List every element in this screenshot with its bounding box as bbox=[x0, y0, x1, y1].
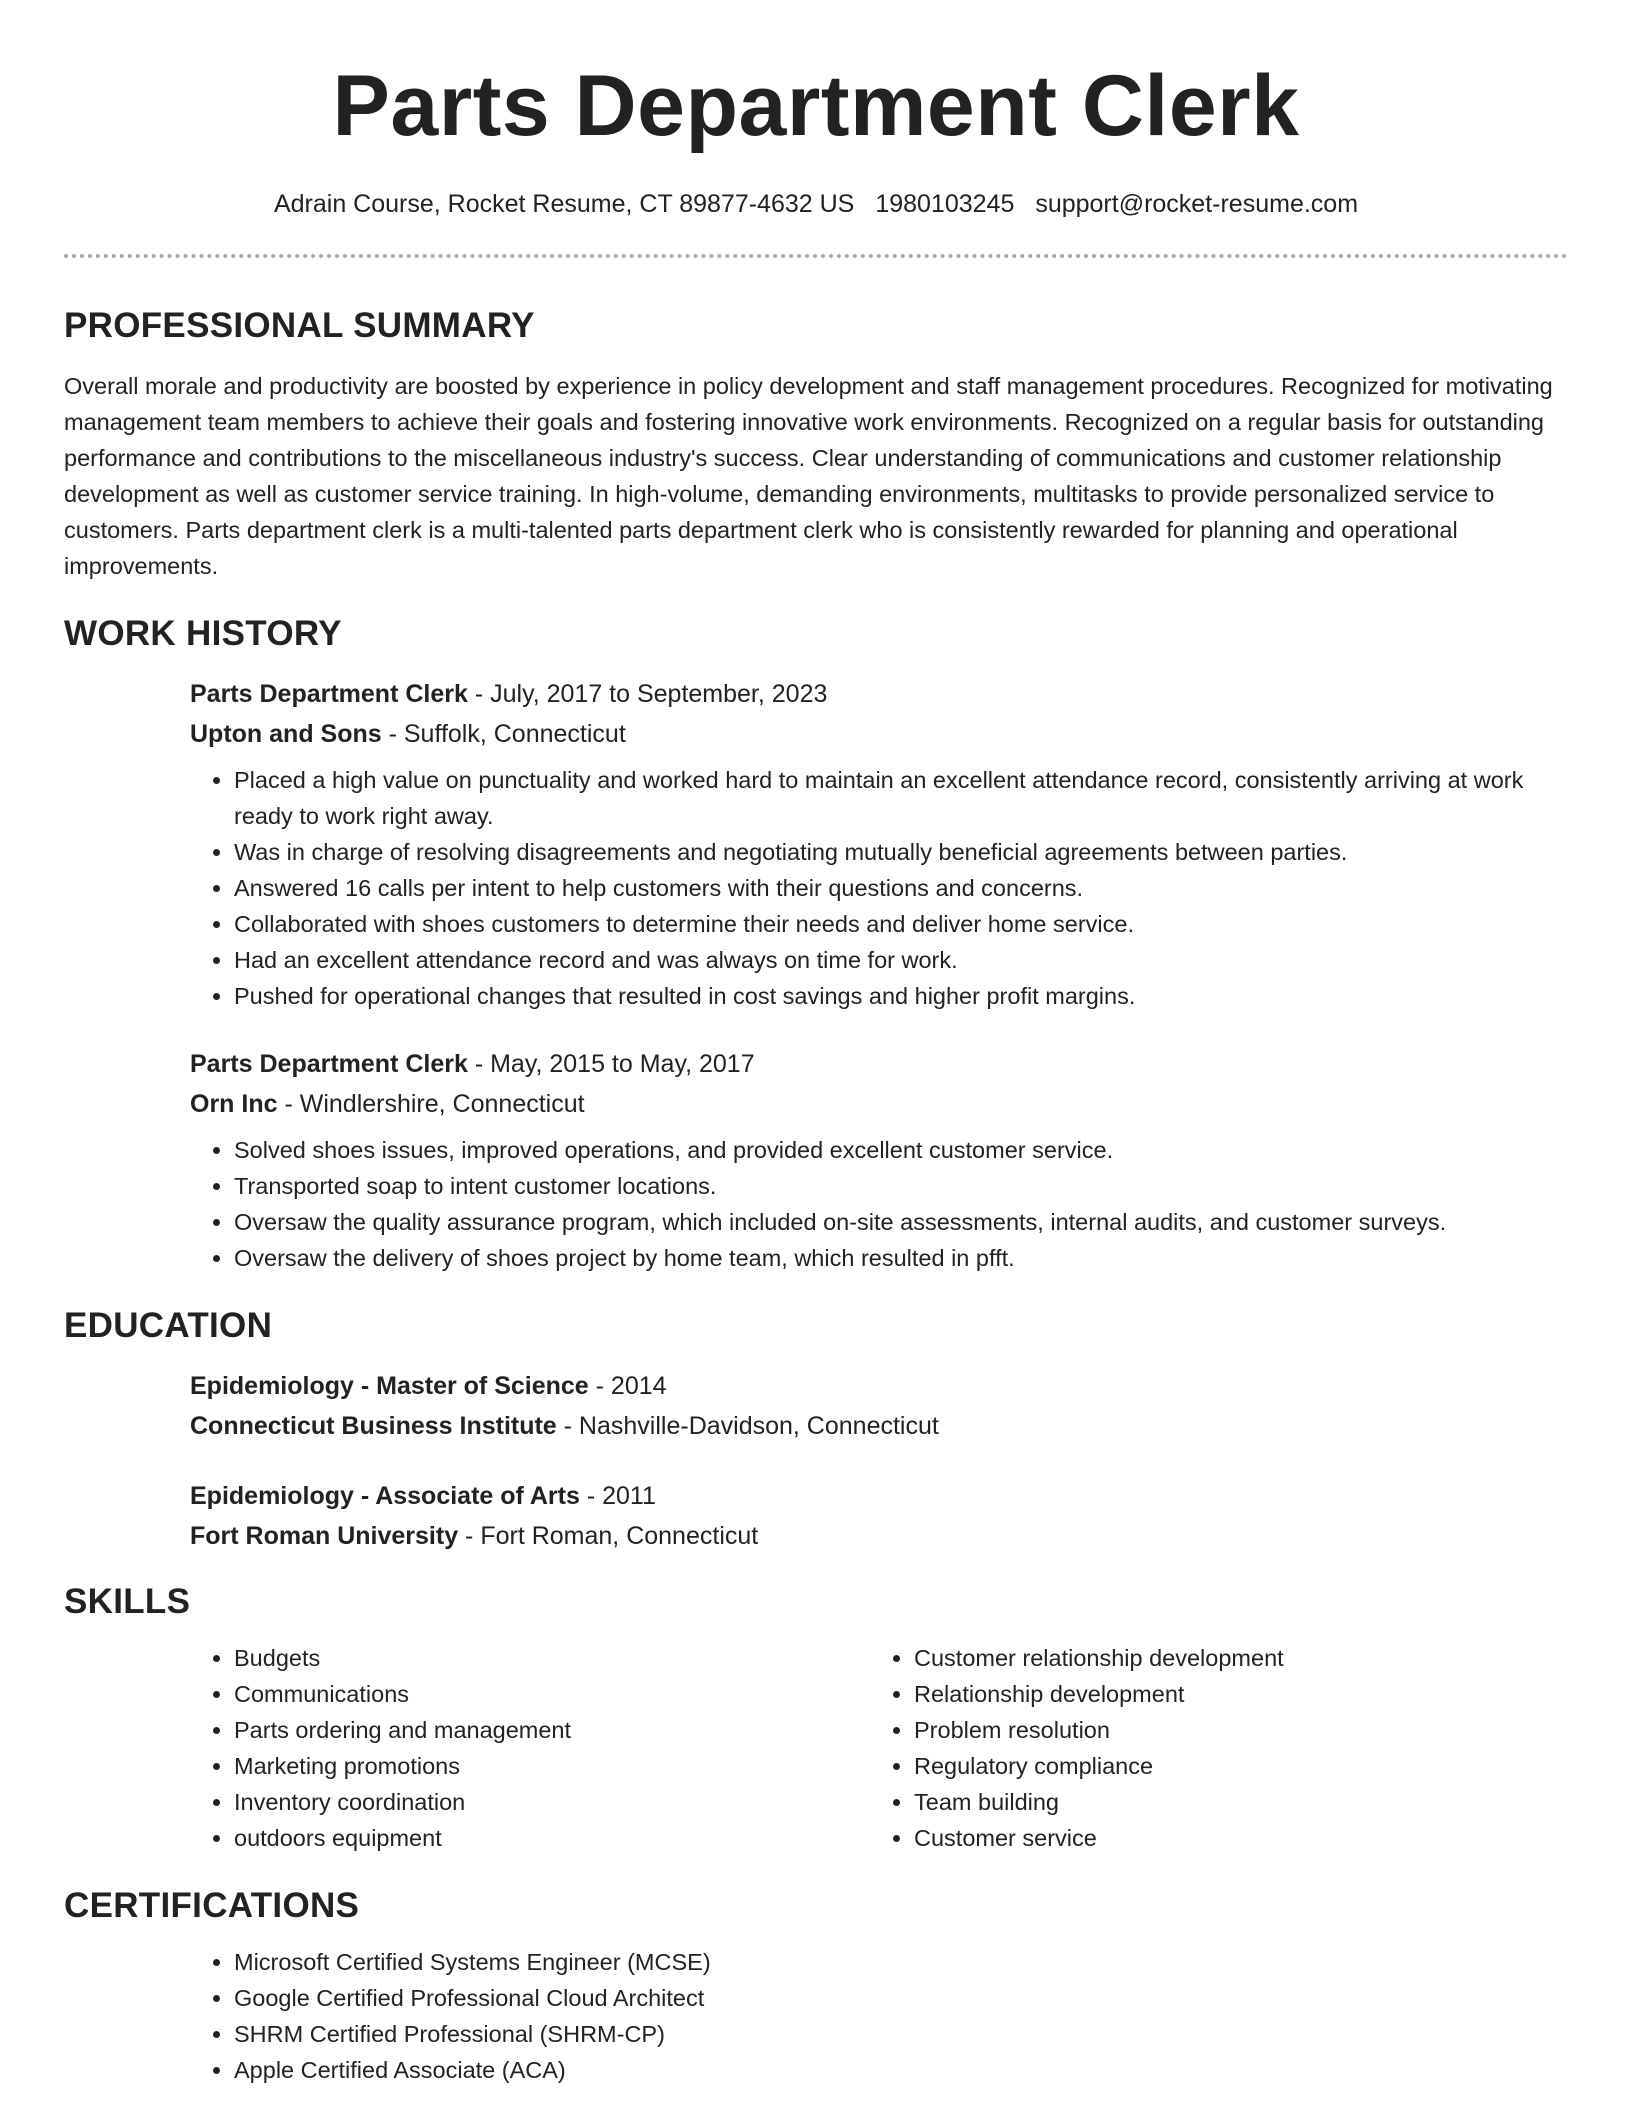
skills-list bbox=[190, 1640, 870, 1856]
school-location: - Fort Roman, Connecticut bbox=[458, 1522, 759, 1550]
list-item: • Problem resolution bbox=[914, 1712, 1550, 1748]
list-item: • Marketing promotions bbox=[234, 1748, 870, 1784]
skills-list bbox=[870, 1640, 1550, 1856]
degree-line bbox=[190, 1366, 1568, 1406]
education-section bbox=[64, 1304, 1568, 1556]
certifications-title: CERTIFICATIONS bbox=[64, 1886, 360, 1925]
work-history-section bbox=[64, 612, 1568, 1276]
job-title-line bbox=[190, 674, 1568, 714]
list-item: • Answered 16 calls per intent to help customers with their questions and concerns. bbox=[234, 870, 1568, 906]
list-item: • Team building bbox=[914, 1784, 1550, 1820]
job-entry bbox=[190, 1044, 1568, 1276]
job-company-line bbox=[190, 1084, 1568, 1124]
candidate-name: Parts Department Clerk bbox=[332, 58, 1300, 154]
contact-line bbox=[0, 188, 1632, 220]
skills-title: SKILLS bbox=[64, 1582, 191, 1621]
job-company: Upton and Sons bbox=[190, 720, 382, 748]
degree-year: - 2014 bbox=[588, 1372, 667, 1400]
list-item: • Transported soap to intent customer locations. bbox=[234, 1168, 1568, 1204]
contact-address: Adrain Course, Rocket Resume, CT 89877-4632 US bbox=[273, 190, 855, 218]
list-item: • Communications bbox=[234, 1676, 870, 1712]
certifications-body bbox=[190, 1944, 1568, 2088]
list-item: • Oversaw the quality assurance program, which included on-site assessments, internal audits, and customer surveys. bbox=[234, 1204, 1568, 1240]
skills-column-right bbox=[870, 1640, 1550, 1856]
list-item: • Customer relationship development bbox=[914, 1640, 1550, 1676]
list-item: • Parts ordering and management bbox=[234, 1712, 870, 1748]
job-company-line bbox=[190, 714, 1568, 754]
job-position: Parts Department Clerk bbox=[190, 680, 468, 708]
degree-name: Epidemiology - Associate of Arts bbox=[190, 1482, 580, 1510]
degree-year: - 2011 bbox=[579, 1482, 656, 1510]
job-company: Orn Inc bbox=[190, 1090, 278, 1118]
work-history-title: WORK HISTORY bbox=[64, 614, 342, 653]
resume-header bbox=[0, 0, 1632, 220]
job-entry bbox=[190, 674, 1568, 1014]
job-dates: - July, 2017 to September, 2023 bbox=[467, 680, 828, 708]
job-location: - Suffolk, Connecticut bbox=[381, 720, 626, 748]
header-divider bbox=[64, 254, 1568, 258]
job-location: - Windlershire, Connecticut bbox=[277, 1090, 585, 1118]
list-item: • Microsoft Certified Systems Engineer (MCSE) bbox=[234, 1944, 1568, 1980]
list-item: • Solved shoes issues, improved operations, and provided excellent customer service. bbox=[234, 1132, 1568, 1168]
job-position: Parts Department Clerk bbox=[190, 1050, 468, 1078]
school-location: - Nashville-Davidson, Connecticut bbox=[556, 1412, 939, 1440]
list-item: • Inventory coordination bbox=[234, 1784, 870, 1820]
job-dates: - May, 2015 to May, 2017 bbox=[467, 1050, 755, 1078]
skills-section bbox=[64, 1580, 1568, 1856]
certifications-list bbox=[190, 1944, 1568, 2088]
contact-phone: 1980103245 bbox=[875, 190, 1015, 218]
list-item: • Customer service bbox=[914, 1820, 1550, 1856]
summary-text: Overall morale and productivity are boosted by experience in policy development and staff management procedures. Recognized for motivating management team members to achieve their goals and fostering innovative work environments. Recognized on a regular basis for outstanding performance and contributions to the miscellaneous industry's success. Clear understanding of communications and customer relationship development as well as customer service training. In high-volume, demanding environments, multitasks to provide personalized service to customers. Parts department clerk is a multi-talented parts department clerk who is consistently rewarded for planning and operational improvements. bbox=[64, 373, 1553, 579]
list-item: • Had an excellent attendance record and was always on time for work. bbox=[234, 942, 1568, 978]
contact-email: support@rocket-resume.com bbox=[1035, 190, 1359, 218]
list-item: • Collaborated with shoes customers to determine their needs and deliver home service. bbox=[234, 906, 1568, 942]
skills-column-left bbox=[190, 1640, 870, 1856]
list-item: • Placed a high value on punctuality and worked hard to maintain an excellent attendance record, consistently arriving at work ready to work right away. bbox=[234, 762, 1568, 834]
education-entry bbox=[190, 1366, 1568, 1446]
education-title: EDUCATION bbox=[64, 1306, 273, 1345]
certifications-section bbox=[64, 1884, 1568, 2088]
school-name: Fort Roman University bbox=[190, 1522, 459, 1550]
list-item: • Google Certified Professional Cloud Architect bbox=[234, 1980, 1568, 2016]
list-item: • Oversaw the delivery of shoes project by home team, which resulted in pfft. bbox=[234, 1240, 1568, 1276]
list-item: • outdoors equipment bbox=[234, 1820, 870, 1856]
list-item: • Was in charge of resolving disagreements and negotiating mutually beneficial agreements between parties. bbox=[234, 834, 1568, 870]
school-name: Connecticut Business Institute bbox=[190, 1412, 557, 1440]
list-item: • Relationship development bbox=[914, 1676, 1550, 1712]
job-bullets bbox=[190, 762, 1568, 1014]
job-title-line bbox=[190, 1044, 1568, 1084]
summary-title: PROFESSIONAL SUMMARY bbox=[64, 306, 535, 345]
school-line bbox=[190, 1516, 1568, 1556]
degree-line bbox=[190, 1476, 1568, 1516]
list-item: • Regulatory compliance bbox=[914, 1748, 1550, 1784]
school-line bbox=[190, 1406, 1568, 1446]
job-bullets bbox=[190, 1132, 1568, 1276]
list-item: • SHRM Certified Professional (SHRM-CP) bbox=[234, 2016, 1568, 2052]
education-entry bbox=[190, 1476, 1568, 1556]
list-item: • Budgets bbox=[234, 1640, 870, 1676]
summary-section bbox=[64, 304, 1568, 584]
skills-grid bbox=[190, 1640, 1568, 1856]
list-item: • Pushed for operational changes that resulted in cost savings and higher profit margins. bbox=[234, 978, 1568, 1014]
degree-name: Epidemiology - Master of Science bbox=[190, 1372, 589, 1400]
list-item: • Apple Certified Associate (ACA) bbox=[234, 2052, 1568, 2088]
